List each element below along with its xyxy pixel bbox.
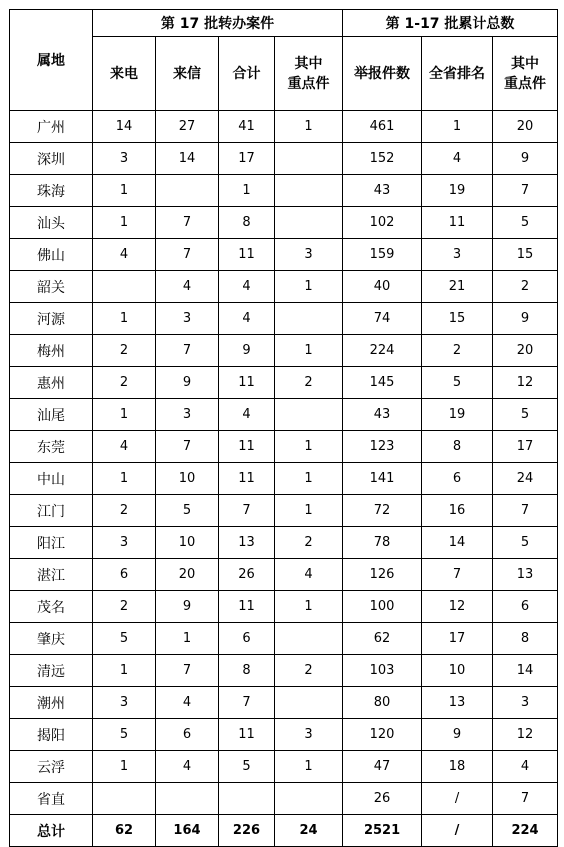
table-row [10, 623, 558, 655]
cell-total [219, 783, 275, 815]
cell-key-cumulative: 5 [493, 527, 558, 559]
cell-letter: 9 [156, 367, 219, 399]
cell-call [93, 271, 156, 303]
cell-place: 惠州 [10, 367, 93, 399]
cell-letter: 5 [156, 495, 219, 527]
cell-place: 清远 [10, 655, 93, 687]
cell-key-cumulative: 13 [493, 559, 558, 591]
cell-total: 11 [219, 463, 275, 495]
table-row [10, 783, 558, 815]
cell-place: 潮州 [10, 687, 93, 719]
cell-key: 1 [275, 751, 343, 783]
cell-call: 4 [93, 239, 156, 271]
table-body [10, 111, 558, 815]
cell-key [275, 207, 343, 239]
cell-total: 7 [219, 495, 275, 527]
cell-call: 5 [93, 719, 156, 751]
cell-place: 韶关 [10, 271, 93, 303]
table-row [10, 399, 558, 431]
total-row [10, 815, 558, 847]
cell-call: 3 [93, 143, 156, 175]
table-row [10, 175, 558, 207]
cell-letter: 6 [156, 719, 219, 751]
cell-call: 14 [93, 111, 156, 143]
cell-place: 茂名 [10, 591, 93, 623]
cell-total: 41 [219, 111, 275, 143]
header-total: 合计 [219, 37, 275, 111]
cell-call: 2 [93, 495, 156, 527]
cell-rank: 15 [422, 303, 493, 335]
cell-total: 11 [219, 431, 275, 463]
cell-rank: 4 [422, 143, 493, 175]
cell-letter: 4 [156, 751, 219, 783]
cell-key: 3 [275, 719, 343, 751]
cell-total: 4 [219, 303, 275, 335]
cell-key-cumulative: 7 [493, 495, 558, 527]
cell-call: 2 [93, 591, 156, 623]
cell-letter: 14 [156, 143, 219, 175]
cell-key-cumulative: 20 [493, 111, 558, 143]
cell-key: 1 [275, 463, 343, 495]
cell-place: 阳江 [10, 527, 93, 559]
header-key-cases-cumulative: 其中 重点件 [493, 37, 558, 111]
cell-reports: 26 [343, 783, 422, 815]
cell-letter: 4 [156, 687, 219, 719]
cell-call [93, 783, 156, 815]
cell-rank: 19 [422, 399, 493, 431]
table-row [10, 687, 558, 719]
cell-key-cumulative: 12 [493, 719, 558, 751]
table-row [10, 335, 558, 367]
cell-reports: 141 [343, 463, 422, 495]
cell-reports: 126 [343, 559, 422, 591]
cell-call: 5 [93, 623, 156, 655]
cell-total: 4 [219, 399, 275, 431]
cell-key-cumulative: 9 [493, 143, 558, 175]
cell-reports: 43 [343, 175, 422, 207]
cell-reports: 102 [343, 207, 422, 239]
cell-total: 1 [219, 175, 275, 207]
cell-key: 1 [275, 271, 343, 303]
cell-rank: 17 [422, 623, 493, 655]
cell-call: 3 [93, 687, 156, 719]
cell-key [275, 623, 343, 655]
cell-place: 珠海 [10, 175, 93, 207]
cell-letter: 7 [156, 239, 219, 271]
cell-letter [156, 783, 219, 815]
cell-place: 汕头 [10, 207, 93, 239]
table-row [10, 719, 558, 751]
cell-key [275, 399, 343, 431]
cell-call: 1 [93, 751, 156, 783]
header-group-batch17: 第 17 批转办案件 [93, 10, 343, 37]
cell-reports: 80 [343, 687, 422, 719]
cell-letter: 3 [156, 303, 219, 335]
cell-call: 1 [93, 303, 156, 335]
cell-place: 东莞 [10, 431, 93, 463]
header-letter: 来信 [156, 37, 219, 111]
table-row [10, 143, 558, 175]
cell-key: 2 [275, 527, 343, 559]
table-row [10, 303, 558, 335]
cell-call: 2 [93, 367, 156, 399]
cell-call: 1 [93, 655, 156, 687]
cell-letter [156, 175, 219, 207]
header-report-count: 举报件数 [343, 37, 422, 111]
cell-rank: / [422, 783, 493, 815]
cell-letter: 3 [156, 399, 219, 431]
cell-place: 梅州 [10, 335, 93, 367]
cell-call: 4 [93, 431, 156, 463]
cell-place: 揭阳 [10, 719, 93, 751]
cell-key-cumulative: 15 [493, 239, 558, 271]
cell-rank: 8 [422, 431, 493, 463]
cell-rank: 6 [422, 463, 493, 495]
cell-reports: 120 [343, 719, 422, 751]
cell-place: 汕尾 [10, 399, 93, 431]
cell-rank: 16 [422, 495, 493, 527]
cell-reports: 159 [343, 239, 422, 271]
table-row [10, 207, 558, 239]
cell-rank: 12 [422, 591, 493, 623]
table-row [10, 463, 558, 495]
cell-key: 1 [275, 335, 343, 367]
cell-letter: 9 [156, 591, 219, 623]
header-call: 来电 [93, 37, 156, 111]
cell-call: 1 [93, 175, 156, 207]
cell-total: 4 [219, 271, 275, 303]
header-place: 属地 [10, 10, 93, 111]
table-header [10, 10, 558, 111]
cell-reports: 40 [343, 271, 422, 303]
cell-call: 1 [93, 463, 156, 495]
cell-total: 11 [219, 719, 275, 751]
case-statistics-table [9, 9, 558, 847]
cell-letter: 20 [156, 559, 219, 591]
table-row [10, 431, 558, 463]
cell-total: 13 [219, 527, 275, 559]
table-row [10, 111, 558, 143]
cell-call: 2 [93, 335, 156, 367]
cell-letter: 1 [156, 623, 219, 655]
cell-reports: 100 [343, 591, 422, 623]
cell-reports: 43 [343, 399, 422, 431]
cell-place: 江门 [10, 495, 93, 527]
cell-key-cumulative: 6 [493, 591, 558, 623]
cell-key-cumulative: 7 [493, 175, 558, 207]
cell-rank: 7 [422, 559, 493, 591]
table-footer [10, 815, 558, 847]
cell-reports: 123 [343, 431, 422, 463]
table-row [10, 591, 558, 623]
cell-place: 河源 [10, 303, 93, 335]
cell-letter: 4 [156, 271, 219, 303]
cell-key-cumulative: 5 [493, 399, 558, 431]
cell-key [275, 143, 343, 175]
table-row [10, 495, 558, 527]
cell-key [275, 303, 343, 335]
cell-key-cumulative: 14 [493, 655, 558, 687]
cell-reports: 152 [343, 143, 422, 175]
cell-reports: 103 [343, 655, 422, 687]
cell-key-cumulative: 9 [493, 303, 558, 335]
cell-key-cumulative: 8 [493, 623, 558, 655]
total-letter: 164 [156, 815, 219, 847]
table-row [10, 751, 558, 783]
cell-total: 9 [219, 335, 275, 367]
cell-call: 3 [93, 527, 156, 559]
cell-call: 1 [93, 399, 156, 431]
cell-key [275, 687, 343, 719]
cell-rank: 13 [422, 687, 493, 719]
cell-rank: 9 [422, 719, 493, 751]
table-row [10, 239, 558, 271]
total-rank: / [422, 815, 493, 847]
cell-key: 4 [275, 559, 343, 591]
cell-rank: 21 [422, 271, 493, 303]
cell-key: 2 [275, 655, 343, 687]
cell-total: 11 [219, 239, 275, 271]
cell-key [275, 175, 343, 207]
cell-place: 省直 [10, 783, 93, 815]
cell-letter: 7 [156, 655, 219, 687]
cell-key: 1 [275, 431, 343, 463]
cell-reports: 62 [343, 623, 422, 655]
cell-letter: 7 [156, 335, 219, 367]
cell-key: 3 [275, 239, 343, 271]
cell-total: 11 [219, 591, 275, 623]
cell-rank: 11 [422, 207, 493, 239]
cell-place: 佛山 [10, 239, 93, 271]
header-key-cases: 其中 重点件 [275, 37, 343, 111]
cell-key-cumulative: 4 [493, 751, 558, 783]
cell-total: 8 [219, 207, 275, 239]
cell-key-cumulative: 7 [493, 783, 558, 815]
cell-letter: 10 [156, 527, 219, 559]
cell-place: 深圳 [10, 143, 93, 175]
cell-key-cumulative: 20 [493, 335, 558, 367]
cell-rank: 18 [422, 751, 493, 783]
cell-place: 湛江 [10, 559, 93, 591]
cell-call: 6 [93, 559, 156, 591]
table-row [10, 527, 558, 559]
cell-reports: 224 [343, 335, 422, 367]
cell-rank: 10 [422, 655, 493, 687]
table-row [10, 559, 558, 591]
cell-letter: 27 [156, 111, 219, 143]
cell-letter: 7 [156, 207, 219, 239]
cell-rank: 1 [422, 111, 493, 143]
cell-rank: 5 [422, 367, 493, 399]
cell-reports: 461 [343, 111, 422, 143]
cell-call: 1 [93, 207, 156, 239]
table-row [10, 367, 558, 399]
cell-key: 2 [275, 367, 343, 399]
cell-reports: 72 [343, 495, 422, 527]
cell-rank: 2 [422, 335, 493, 367]
cell-key: 1 [275, 591, 343, 623]
cell-key-cumulative: 2 [493, 271, 558, 303]
cell-rank: 14 [422, 527, 493, 559]
cell-place: 云浮 [10, 751, 93, 783]
cell-key-cumulative: 12 [493, 367, 558, 399]
cell-key-cumulative: 24 [493, 463, 558, 495]
total-call: 62 [93, 815, 156, 847]
cell-total: 6 [219, 623, 275, 655]
total-label: 总计 [10, 815, 93, 847]
total-total: 226 [219, 815, 275, 847]
cell-total: 26 [219, 559, 275, 591]
header-group-cumulative: 第 1-17 批累计总数 [343, 10, 558, 37]
cell-total: 8 [219, 655, 275, 687]
cell-total: 7 [219, 687, 275, 719]
cell-reports: 145 [343, 367, 422, 399]
cell-rank: 3 [422, 239, 493, 271]
cell-place: 中山 [10, 463, 93, 495]
header-province-rank: 全省排名 [422, 37, 493, 111]
total-key-cumulative: 224 [493, 815, 558, 847]
cell-key: 1 [275, 111, 343, 143]
cell-total: 17 [219, 143, 275, 175]
cell-letter: 7 [156, 431, 219, 463]
total-reports: 2521 [343, 815, 422, 847]
cell-rank: 19 [422, 175, 493, 207]
cell-total: 5 [219, 751, 275, 783]
cell-letter: 10 [156, 463, 219, 495]
cell-place: 肇庆 [10, 623, 93, 655]
table-row [10, 655, 558, 687]
cell-key: 1 [275, 495, 343, 527]
cell-place: 广州 [10, 111, 93, 143]
cell-reports: 74 [343, 303, 422, 335]
cell-reports: 47 [343, 751, 422, 783]
cell-key-cumulative: 17 [493, 431, 558, 463]
cell-total: 11 [219, 367, 275, 399]
cell-reports: 78 [343, 527, 422, 559]
cell-key [275, 783, 343, 815]
cell-key-cumulative: 5 [493, 207, 558, 239]
total-key: 24 [275, 815, 343, 847]
table-row [10, 271, 558, 303]
cell-key-cumulative: 3 [493, 687, 558, 719]
